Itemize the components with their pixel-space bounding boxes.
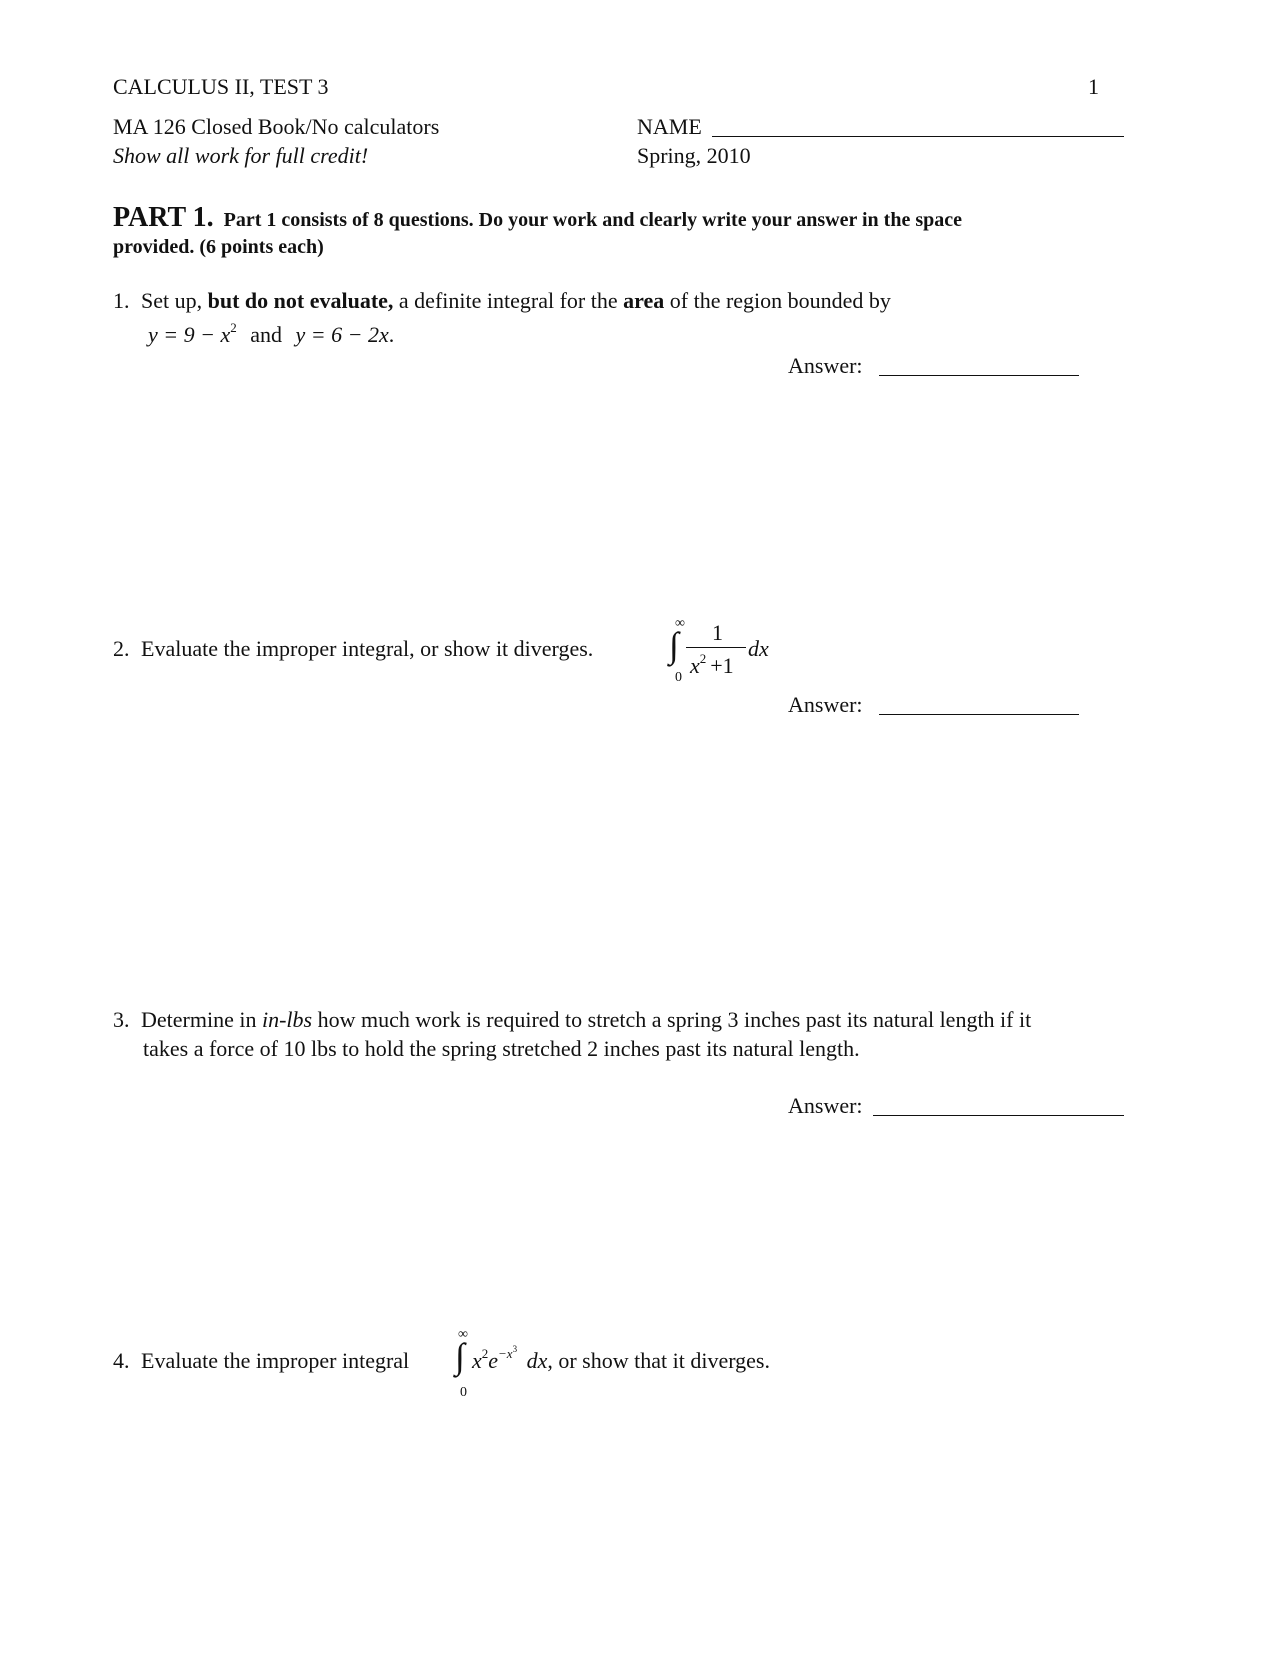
part1-intro-line2: provided. (6 points each) bbox=[113, 236, 324, 258]
part1-intro-line1: Part 1 consists of 8 questions. Do your work and clearly write your answer in the space bbox=[223, 209, 962, 231]
q4-text-b: , or show that it diverges. bbox=[547, 1348, 770, 1373]
question-1 bbox=[113, 288, 891, 314]
q1-bold-2: area bbox=[623, 288, 665, 313]
q2-dx: dx bbox=[748, 636, 769, 661]
q1-eq1-exp: 2 bbox=[230, 320, 237, 335]
q4-base-exp: 2 bbox=[481, 1346, 489, 1361]
q4-e: e bbox=[488, 1348, 499, 1373]
q3-answer-line[interactable] bbox=[873, 1115, 1124, 1116]
q4-dx: dx bbox=[526, 1348, 548, 1373]
q3-text-a: Determine in bbox=[141, 1007, 257, 1032]
q1-number: 1. bbox=[113, 288, 130, 313]
q1-answer-line[interactable] bbox=[879, 375, 1079, 376]
q1-equations bbox=[148, 322, 394, 351]
question-2 bbox=[113, 636, 593, 662]
q4-e-exp-exp: 3 bbox=[512, 1344, 518, 1354]
q4-base: x bbox=[472, 1348, 482, 1373]
q4-integrand bbox=[472, 1344, 770, 1378]
q1-and: and bbox=[250, 322, 282, 347]
q3-number: 3. bbox=[113, 1007, 130, 1032]
q1-text-b: a definite integral for the bbox=[398, 288, 618, 313]
q4-lower-limit: 0 bbox=[460, 1385, 467, 1400]
q4-upper-limit: ∞ bbox=[458, 1327, 468, 1342]
q2-text: Evaluate the improper integral, or show it diverges. bbox=[141, 636, 594, 661]
question-4 bbox=[113, 1348, 409, 1374]
q3-text-b: how much work is required to stretch a spring 3 inches past its natural length if it bbox=[317, 1007, 1032, 1032]
q1-period: . bbox=[388, 322, 395, 347]
q2-answer-label: Answer: bbox=[788, 692, 863, 717]
test-title: CALCULUS II, TEST 3 bbox=[113, 74, 329, 99]
q2-denominator-base: x bbox=[690, 653, 700, 678]
integral-sign-icon: ∫ bbox=[455, 1336, 465, 1376]
q2-numerator: 1 bbox=[712, 620, 723, 645]
q2-upper-limit: ∞ bbox=[675, 616, 685, 631]
q2-denominator bbox=[690, 653, 734, 682]
part1-heading: PART 1. bbox=[113, 202, 214, 233]
name-blank-line bbox=[712, 136, 1124, 137]
instructions: Show all work for full credit! bbox=[113, 143, 369, 168]
q4-text-a: Evaluate the improper integral bbox=[141, 1348, 410, 1373]
q1-answer-label: Answer: bbox=[788, 353, 863, 378]
q3-line2: takes a force of 10 lbs to hold the spring stretched 2 inches past its natural length. bbox=[143, 1036, 860, 1061]
q1-eq2: y = 6 − 2x bbox=[295, 322, 389, 347]
q2-answer-line[interactable] bbox=[879, 714, 1079, 715]
q2-number: 2. bbox=[113, 636, 130, 661]
q1-eq1: y = 9 − x bbox=[148, 322, 231, 347]
integral-sign-icon: ∫ bbox=[669, 625, 679, 665]
q1-text-c: of the region bounded by bbox=[669, 288, 891, 313]
term: Spring, 2010 bbox=[637, 143, 751, 168]
question-3 bbox=[113, 1007, 1031, 1033]
name-label: NAME bbox=[637, 114, 702, 139]
q2-denominator-exp: 2 bbox=[699, 651, 707, 666]
page-number: 1 bbox=[1088, 74, 1099, 99]
q1-bold-1: but do not evaluate, bbox=[207, 288, 394, 313]
q4-e-exp: −x bbox=[498, 1346, 513, 1361]
course-info: MA 126 Closed Book/No calculators bbox=[113, 114, 440, 139]
q3-units: in-lbs bbox=[261, 1007, 313, 1032]
q2-fraction-bar bbox=[686, 647, 746, 648]
q4-number: 4. bbox=[113, 1348, 130, 1373]
q3-answer-label: Answer: bbox=[788, 1093, 863, 1118]
q2-denominator-rest: +1 bbox=[710, 653, 734, 678]
q1-text-a: Set up, bbox=[141, 288, 203, 313]
q2-lower-limit: 0 bbox=[675, 670, 682, 685]
part1-header bbox=[113, 202, 962, 234]
